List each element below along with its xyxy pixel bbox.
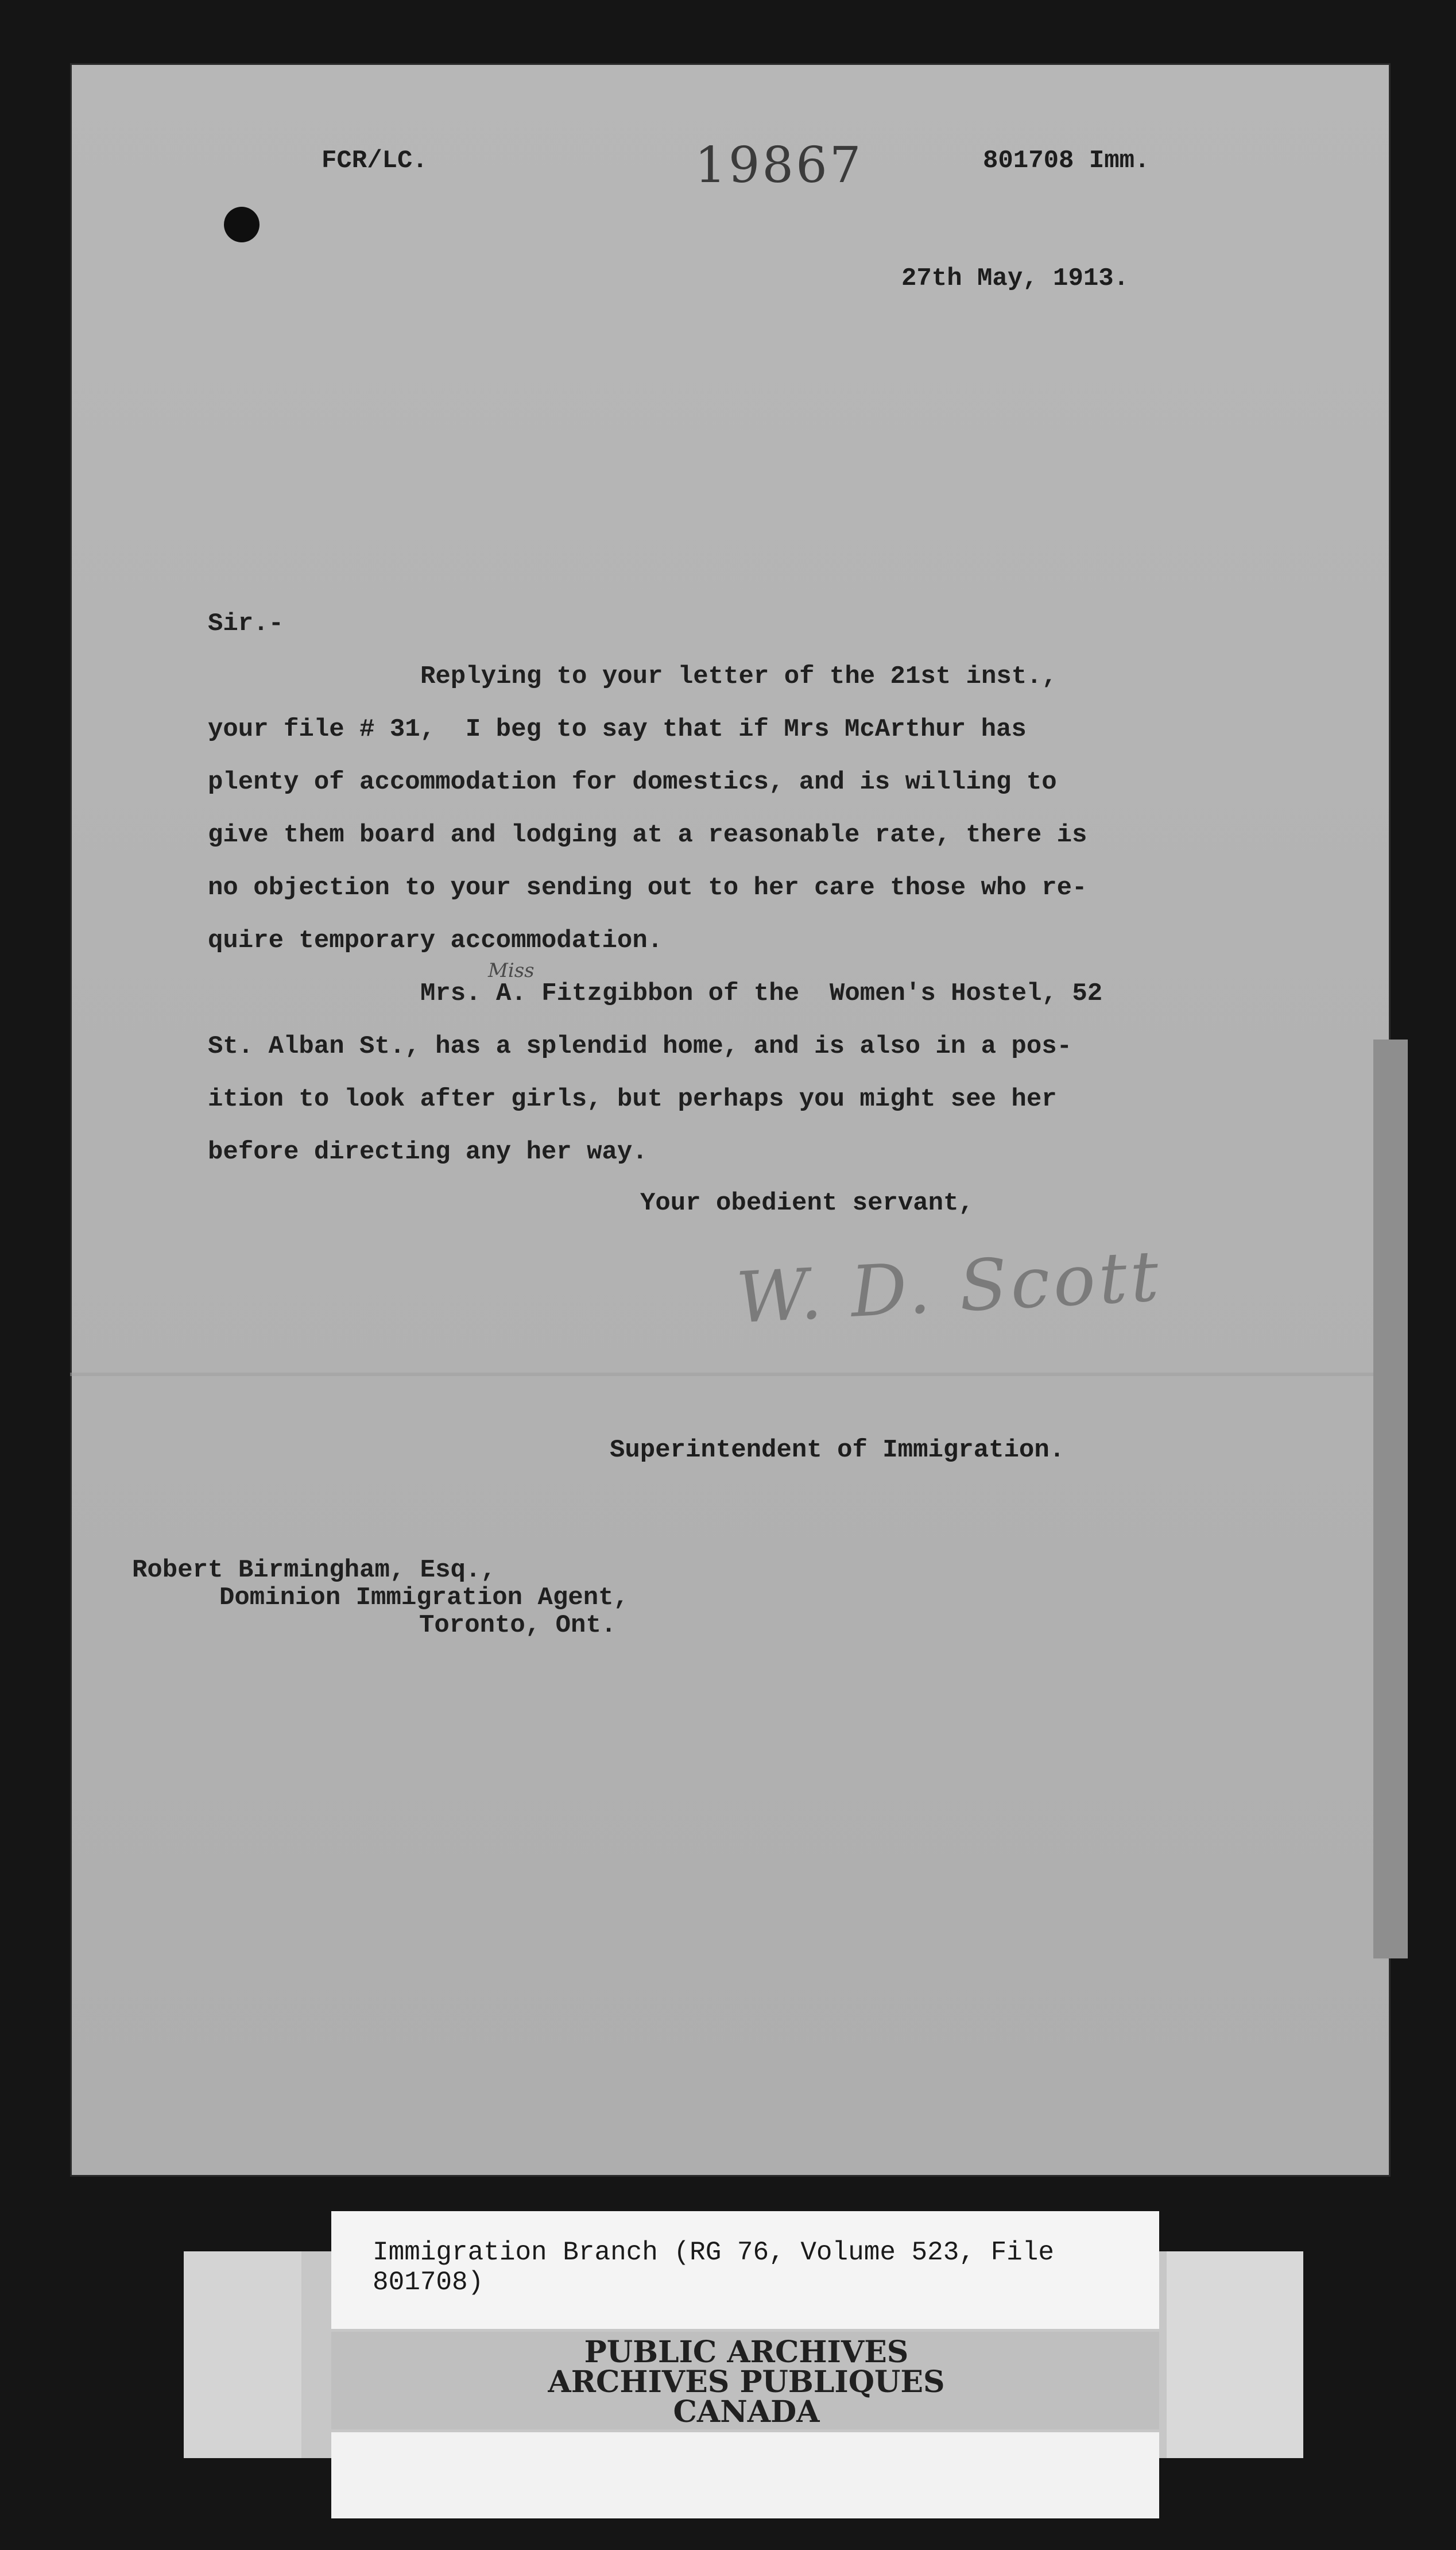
handwritten-insert: Miss — [488, 959, 535, 982]
stamp-line: PUBLIC ARCHIVES — [584, 2335, 909, 2370]
archives-stamp — [540, 2335, 953, 2429]
address-line: Dominion Immigration Agent, — [219, 1583, 629, 1612]
address-line: Toronto, Ont. — [419, 1611, 617, 1640]
body-line: ition to look after girls, but perhaps you might see her — [208, 1085, 1057, 1114]
salutation: Sir.- — [208, 609, 284, 638]
archive-strip-right — [1167, 2251, 1303, 2458]
body-line: give them board and lodging at a reasonable rate, there is — [208, 821, 1087, 849]
stamp-line: ARCHIVES PUBLIQUES — [548, 2364, 945, 2400]
stamp-line: CANADA — [673, 2394, 820, 2429]
signatory-title: Superintendent of Immigration. — [610, 1436, 1065, 1465]
address-line: Robert Birmingham, Esq., — [132, 1556, 496, 1585]
reference-file: 801708 Imm. — [983, 146, 1150, 175]
closing: Your obedient servant, — [640, 1189, 974, 1218]
body-line: no objection to your sending out to her care those who re- — [208, 874, 1087, 902]
letter-date: 27th May, 1913. — [901, 264, 1129, 293]
body-line: plenty of accommodation for domestics, and is willing to — [208, 768, 1057, 797]
letter-body — [208, 597, 1270, 1179]
body-line: Mrs. A. Fitzgibbon of the Women's Hostel, 52 — [420, 979, 1103, 1008]
body-line: your file # 31, I beg to say that if Mrs McArthur has — [208, 715, 1027, 744]
punch-hole — [224, 207, 260, 242]
body-line: before directing any her way. — [208, 1138, 648, 1166]
page-edge — [1373, 1040, 1408, 1958]
archive-caption: Immigration Branch (RG 76, Volume 523, File 801708) — [331, 2211, 1159, 2329]
page-fold — [70, 1373, 1391, 1376]
signature: W. D. Scott — [734, 1235, 1164, 1339]
archive-label-bottom — [331, 2432, 1159, 2518]
body-line: Replying to your letter of the 21st inst., — [420, 662, 1057, 691]
body-line: quire temporary accommodation. — [208, 926, 663, 955]
file-stamp-number: 19867 — [695, 137, 863, 194]
body-line: St. Alban St., has a splendid home, and is also in a pos- — [208, 1032, 1072, 1061]
reference-initials: FCR/LC. — [322, 146, 428, 175]
recipient-address — [132, 1556, 629, 1639]
archive-strip-left — [184, 2251, 301, 2458]
